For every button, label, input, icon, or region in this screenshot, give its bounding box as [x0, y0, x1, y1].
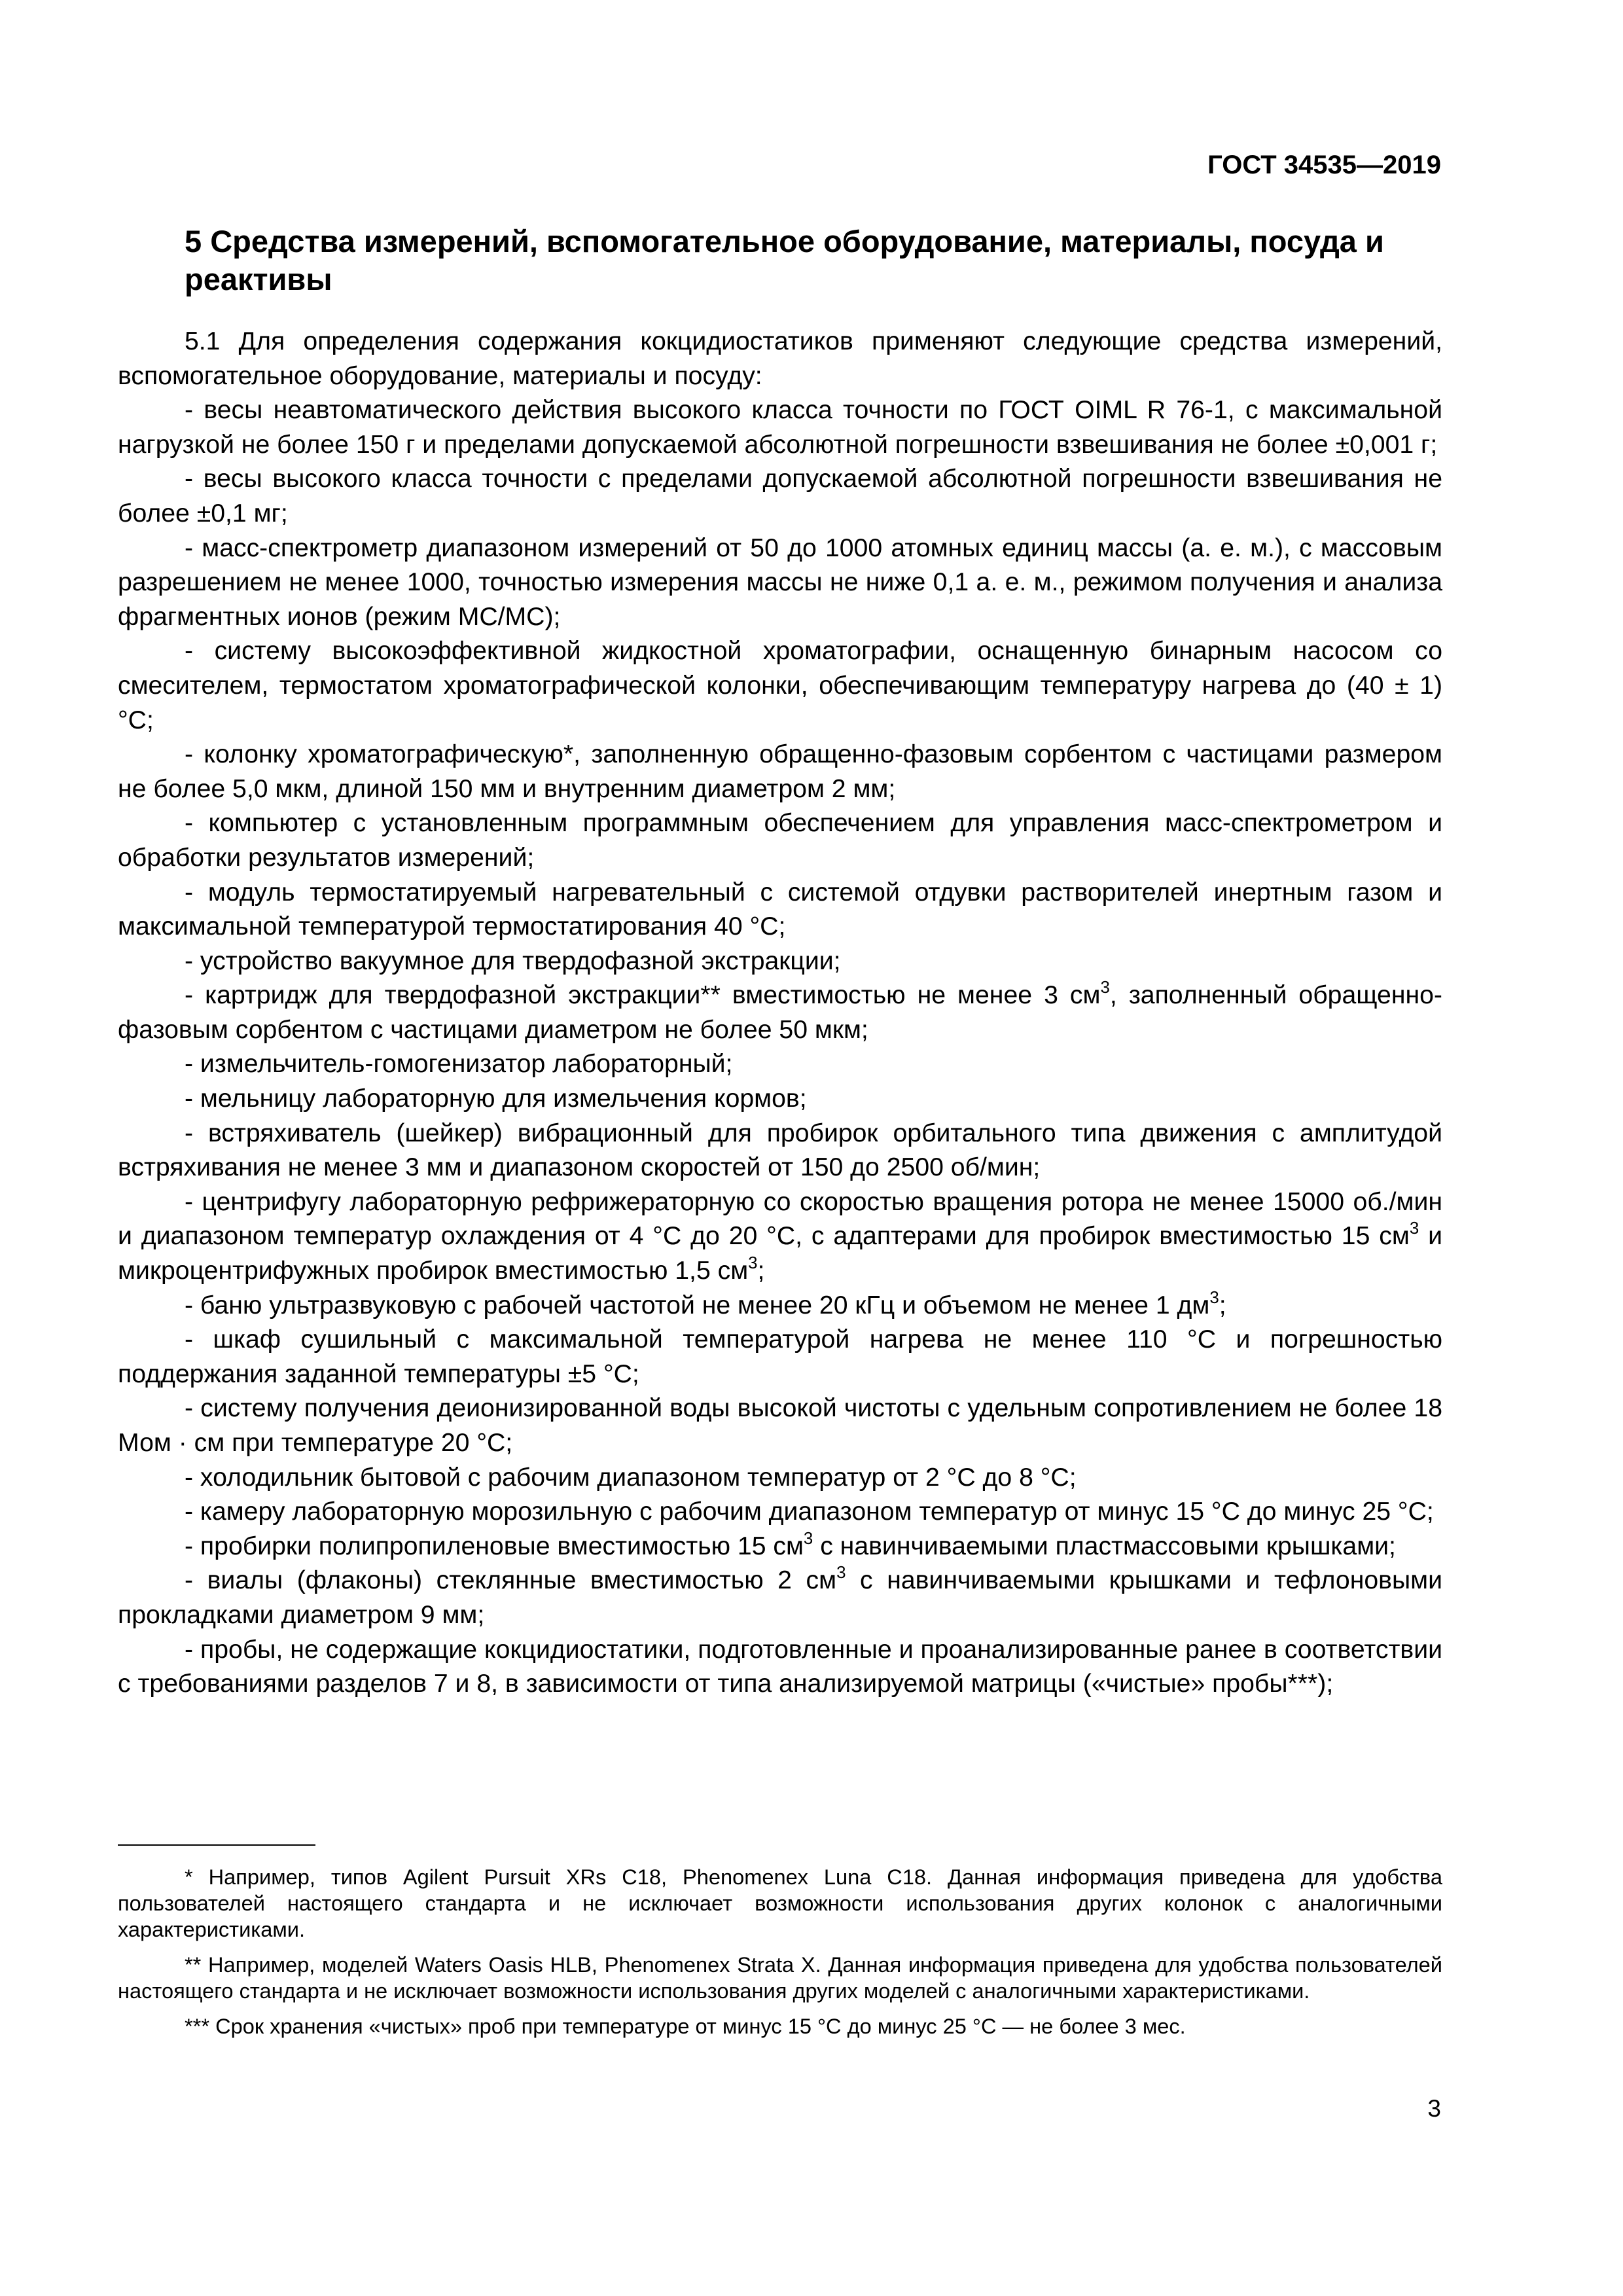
- list-item: - мельницу лабораторную для измельчения кормов;: [185, 1085, 807, 1113]
- list-item: - компьютер с установленным программным обеспечением для управления масс-спектрометром и обработки результатов измерений;: [118, 809, 1442, 872]
- superscript: 3: [1100, 978, 1110, 997]
- footnote: ** Например, моделей Waters Oasis HLB, Phenomenex Strata X. Данная информация приведена для удобства пользователей настоящего стандарта и не исключает возможности использования других моделей с аналогичными характеристиками.: [118, 1952, 1442, 2003]
- list-item: - картридж для твердофазной экстракции** вместимостью не менее 3 $см^3$, заполненный обращенно-фазовым сорбентом с частицами диаметром не более 50 мкм;: [118, 978, 1442, 1044]
- footnote: *** Срок хранения «чистых» проб при температуре от минус 15 °С до минус 25 °С — не более 3 мес.: [185, 2014, 1186, 2038]
- list-item: - весы высокого класса точности с пределами допускаемой абсолютной погрешности взвешивания не более ±0,1 мг;: [118, 465, 1442, 528]
- superscript: 3: [1209, 1288, 1219, 1307]
- superscript: 3: [803, 1529, 813, 1548]
- list-item: - шкаф сушильный с максимальной температурой нагрева не менее 110 °С и погрешностью поддержания заданной температуры ±5 °С;: [118, 1325, 1442, 1388]
- document-code: ГОСТ 34535—2019: [1207, 151, 1441, 179]
- footnote-separator: [118, 1844, 315, 1846]
- list-item: - камеру лабораторную морозильную с рабочим диапазоном температур от минус 15 °С до минус 25 °С;: [185, 1498, 1434, 1526]
- list-item: - встряхиватель (шейкер) вибрационный для пробирок орбитального типа движения с амплитудой встряхивания не менее 3 мм и диапазоном скоростей от 150 до 2500 об/мин;: [118, 1119, 1442, 1182]
- page-number: 3: [1427, 2095, 1441, 2122]
- list-item: - систему высокоэффективной жидкостной хроматографии, оснащенную бинарным насосом со смесителем, термостатом хроматографической колонки, обеспечивающим температуру нагрева до (40 ± 1) °С;: [118, 637, 1442, 734]
- footnotes: [118, 1864, 1442, 2049]
- list-item: - систему получения деионизированной воды высокой чистоты с удельным сопротивлением не более 18 Мом · см при температуре 20 °С;: [118, 1394, 1442, 1457]
- list-item: - центрифугу лабораторную рефрижераторную со скоростью вращения ротора не менее 15000 об./мин и диапазоном температур охлаждения от 4 °С до 20 °С, с адаптерами для пробирок вместимостью 15 $см^3$ и микроцентрифужных пробирок вместимостью 1,5 $см^3$;: [118, 1187, 1442, 1285]
- section-title: 5 Средства измерений, вспомогательное оборудование, материалы, посуда и реактивы: [185, 224, 1384, 296]
- list-item: - пробы, не содержащие кокцидиостатики, подготовленные и проанализированные ранее в соответствии с требованиями разделов 7 и 8, в зависимости от типа анализируемой матрицы («чистые» пробы***);: [118, 1635, 1442, 1698]
- list-item: - устройство вакуумное для твердофазной экстракции;: [185, 946, 841, 975]
- list-item: - колонку хроматографическую*, заполненную обращенно-фазовым сорбентом с частицами размером не более 5,0 мкм, длиной 150 мм и внутренним диаметром 2 мм;: [118, 740, 1442, 803]
- list-item: - холодильник бытовой с рабочим диапазоном температур от 2 °С до 8 °С;: [185, 1463, 1077, 1492]
- list-item: - баню ультразвуковую с рабочей частотой не менее 20 кГц и объемом не менее 1 $дм^3$;: [185, 1288, 1226, 1319]
- list-item: - виалы (флаконы) стеклянные вместимостью 2 $см^3$ с навинчиваемыми крышками и тефлоновыми прокладками диаметром 9 мм;: [118, 1564, 1442, 1629]
- superscript: 3: [1409, 1219, 1419, 1238]
- section-body: [118, 325, 1442, 1702]
- list-item: - весы неавтоматического действия высокого класса точности по ГОСТ OIML R 76-1, с максимальной нагрузкой не более 150 г и пределами допускаемой абсолютной погрешности взвешивания не более ±0,001 г;: [118, 396, 1442, 459]
- list-item: - измельчитель-гомогенизатор лабораторный;: [185, 1050, 733, 1079]
- superscript: 3: [836, 1564, 846, 1583]
- list-item: - модуль термостатируемый нагревательный с системой отдувки растворителей инертным газом и максимальной температурой термостатирования 40 °С;: [118, 878, 1442, 941]
- list-item: - пробирки полипропиленовые вместимостью 15 $см^3$ с навинчиваемыми пластмассовыми крышками;: [185, 1529, 1396, 1560]
- intro-paragraph: 5.1 Для определения содержания кокцидиостатиков применяют следующие средства измерений, вспомогательное оборудование, материалы и посуду:: [118, 327, 1442, 390]
- superscript: 3: [748, 1254, 758, 1272]
- footnote: * Например, типов Agilent Pursuit XRs C18, Phenomenex Luna C18. Данная информация приведена для удобства пользователей настоящего стандарта и не исключает возможности использования других колонок с аналогичными характеристиками.: [118, 1865, 1442, 1941]
- list-item: - масс-спектрометр диапазоном измерений от 50 до 1000 атомных единиц массы (а. е. м.), с массовым разрешением не менее 1000, точностью измерения массы не ниже 0,1 а. е. м., режимом получения и анализа фрагментных ионов (режим МС/МС);: [118, 533, 1442, 631]
